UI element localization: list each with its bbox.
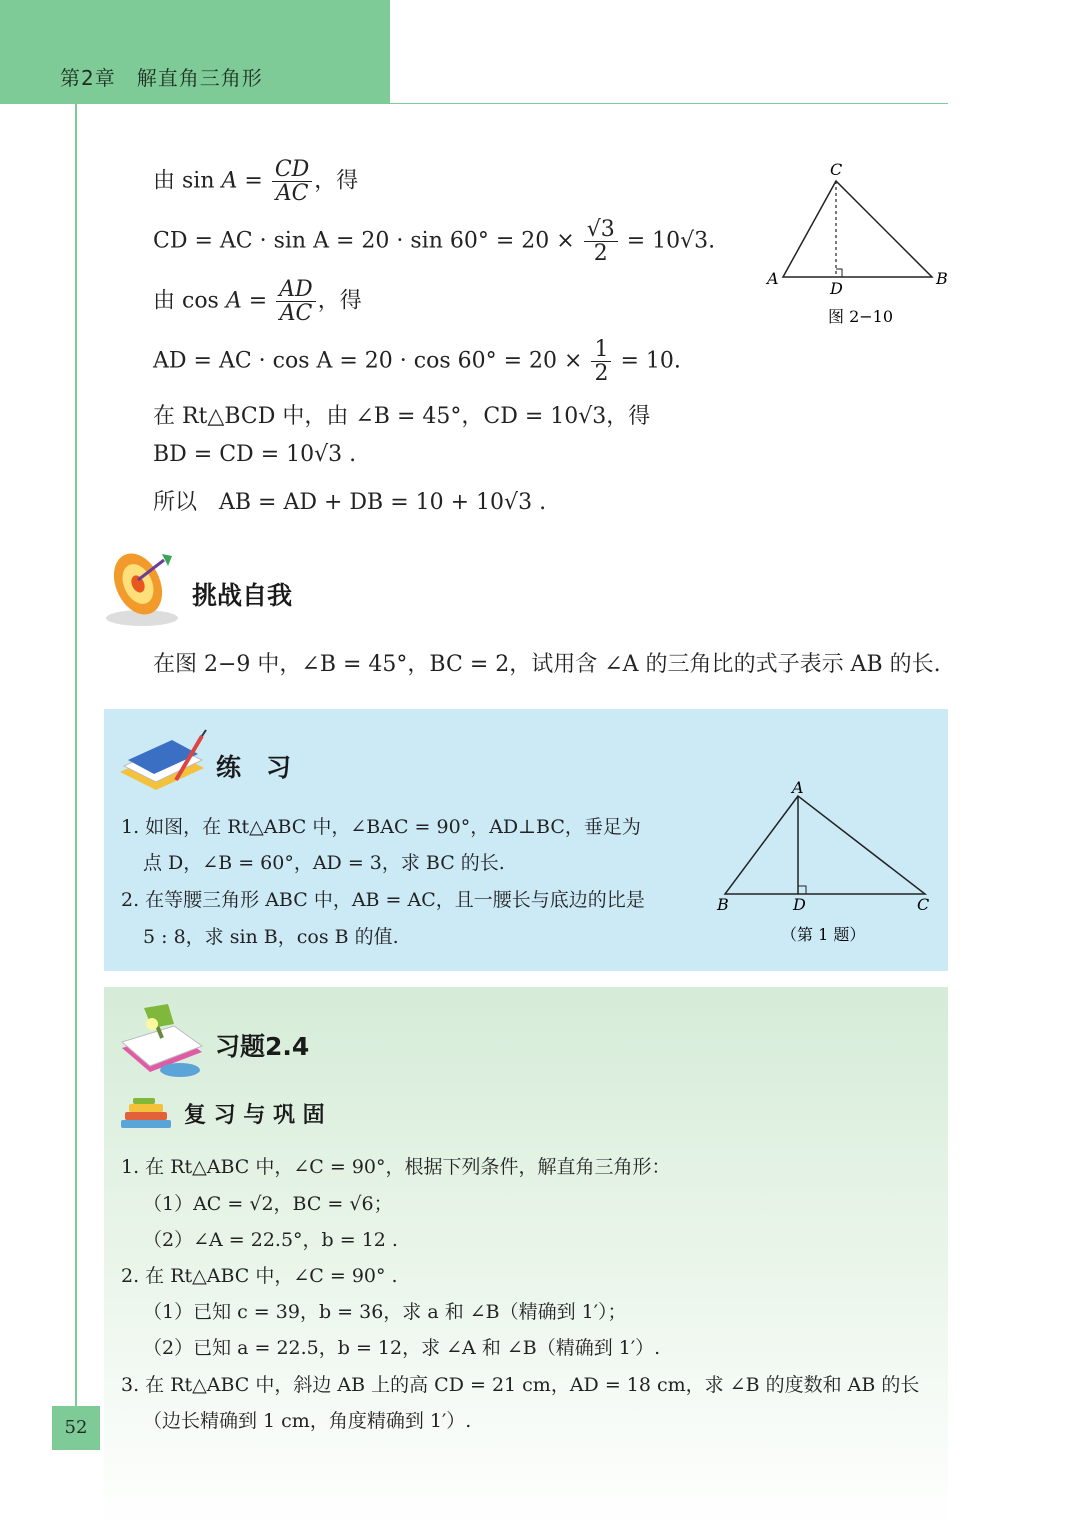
page-number: 52 [64,1417,88,1438]
header-rule [390,103,948,104]
denominator: AC [275,181,309,207]
practice-q1-line1: 1. 如图，在 Rt△ABC 中，∠BAC = 90°，AD⊥BC，垂足为 [121,816,641,838]
triangle-abc [783,181,932,277]
solution-line-6: BD = CD = 10√3 . [153,442,357,467]
var: A [225,288,242,314]
text: = 10. [620,348,681,374]
exercise-subtitle: 复 习 与 巩 固 [184,1103,325,1128]
practice-q2-line1: 2. 在等腰三角形 ABC 中，AB = AC，且一腰长与底边的比是 [121,889,645,911]
solution-line-7: 所以 AB = AD + DB = 10 + 10√3 . [153,490,547,515]
book-stack-icon [117,1096,177,1132]
exercise-q3-line1: 3. 在 Rt△ABC 中，斜边 AB 上的高 CD = 21 cm，AD = 18 cm，求 ∠B 的度数和 AB 的长 [121,1374,920,1396]
practice-q1-line2: 点 D，∠B = 60°，AD = 3，求 BC 的长. [143,852,505,874]
exercise-q2-1: （1）已知 c = 39，b = 36，求 a 和 ∠B（精确到 1′）； [143,1301,627,1323]
denominator: 2 [594,361,609,387]
label-d: D [830,279,843,298]
var: A [221,168,238,194]
denominator: 2 [593,241,608,267]
figure-2-10 [760,155,960,335]
numerator: √3 [584,218,618,242]
triangle-abc [725,796,925,894]
label-c: C [917,895,930,914]
exercise-q3-line2: （边长精确到 1 cm，角度精确到 1′）. [143,1410,472,1432]
text: CD = AC · sin A = 20 · sin 60° = 20 × [153,228,575,254]
text: 由 sin [153,168,215,194]
exercise-title: 习题2.4 [215,1032,310,1061]
denominator: AC [279,301,313,327]
text: ，得 [314,168,359,194]
margin-rule [75,104,77,1414]
fraction [272,158,312,205]
label-b: B [936,269,948,288]
exercise-q2-2: （2）已知 a = 22.5，b = 12，求 ∠A 和 ∠B（精确到 1′）. [143,1337,661,1359]
exercise-q2: 2. 在 Rt△ABC 中，∠C = 90° . [121,1265,398,1287]
challenge-title: 挑战自我 [192,581,293,610]
figure-caption: （第 1 题） [781,925,866,944]
chapter-title: 第2章 解直角三角形 [60,66,263,90]
text: = [237,168,270,194]
lamp-book-icon [116,1002,208,1082]
right-angle-mark [798,886,806,894]
solution-line-5: 在 Rt△BCD 中，由 ∠B = 45°，CD = 10√3，得 [153,404,651,429]
exercise-box [104,987,948,1529]
fraction [276,278,316,325]
fraction [591,338,611,385]
right-angle-mark [836,269,842,277]
label-a: A [767,269,779,288]
exercise-q1-1: （1）AC = √2，BC = √6； [143,1193,393,1215]
challenge-text: 在图 2−9 中，∠B = 45°，BC = 2，试用含 ∠A 的三角比的式子表示 AB 的长. [153,652,941,677]
text: 由 cos [153,288,219,314]
text: AD = AC · cos A = 20 · cos 60° = 20 × [153,348,583,374]
label-b: B [717,895,729,914]
practice-title: 练 习 [216,753,292,782]
solution-line-3 [153,278,362,325]
fraction [584,218,618,265]
numerator: CD [272,158,312,182]
target-icon [102,546,182,628]
solution-line-4 [153,338,681,385]
numerator: 1 [591,338,611,362]
exercise-q1-2: （2）∠A = 22.5°，b = 12 . [143,1229,398,1251]
solution-line-2 [153,218,715,265]
practice-q2-line2: 5 : 8，求 sin B，cos B 的值. [143,926,399,948]
text: ，得 [317,288,362,314]
numerator: AD [276,278,316,302]
label-c: C [830,160,843,179]
figure-caption: 图 2−10 [828,307,894,326]
label-d: D [793,895,806,914]
text: = [241,288,275,314]
label-a: A [792,778,804,797]
solution-line-1 [153,158,358,205]
books-pen-icon [116,728,208,794]
text: = 10√3. [626,228,716,254]
exercise-q1: 1. 在 Rt△ABC 中，∠C = 90°，根据下列条件，解直角三角形： [121,1156,671,1178]
practice-figure [705,776,945,952]
